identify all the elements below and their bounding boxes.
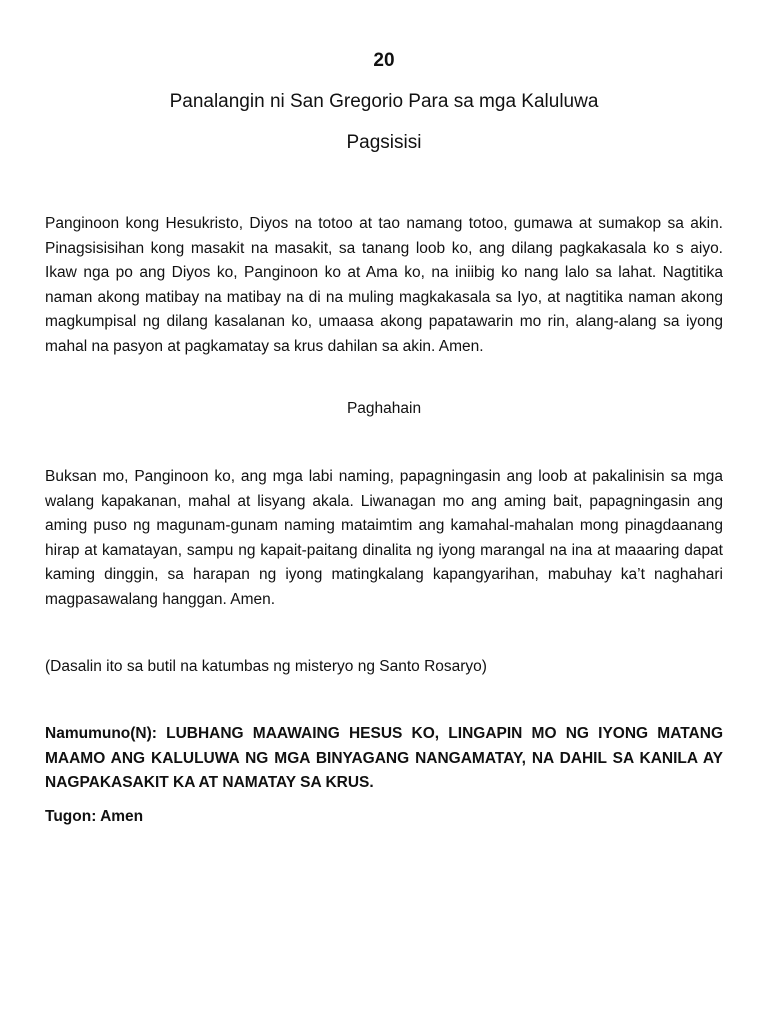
section-heading-paghahain: Paghahain (346, 400, 422, 417)
page-title: Panalangin ni San Gregorio Para sa mga Kaluluwa (169, 91, 599, 112)
leader-prayer-line: Namumuno(N): LUBHANG MAAWAING HESUS KO, LINGAPIN MO NG IYONG MATANG MAAMO ANG KALULUWA NG MGA BINYAGANG NANGAMATAY, NA DAHIL SA KANILA AY NAGPAKASAKIT KA AT NAMATAY SA KRUS. (45, 725, 723, 791)
page-number: 20 (373, 50, 395, 71)
section-title-pagsisisi: Pagsisisi (346, 132, 422, 153)
paghahain-paragraph: Buksan mo, Panginoon ko, ang mga labi naming, papagningasin ang loob at pakalinisin sa mga walang kapakanan, mahal at lisyang akala. Liwanagan mo ang aming bait, papagningasin ang aming puso ng magunam-gunam naming mataimtim ang kamahal-mahalan mong pinagdaanang hirap at kamatayan, sampu ng kapait-paitang dinalita ng iyong marangal na ina at maaaring dapat kaming dinggin, sa harapan ng iyong matingkalang kapangyarihan, mabuhay ka’t naghahari magpasawalang hanggan. Amen. (45, 468, 723, 608)
response-line: Tugon: Amen (45, 808, 144, 825)
pagsisisi-paragraph: Panginoon kong Hesukristo, Diyos na totoo at tao namang totoo, gumawa at sumakop sa akin. Pinagsisisihan kong masakit na masakit, sa tanang loob ko, ang dilang pagkakasala ko s aiyo. Ikaw nga po ang Diyos ko, Panginoon ko at Ama ko, na iniibig ko nang lalo sa lahat. Nagtitika naman akong matibay na matibay na di na muling magkakasala sa Iyo, at nagtitika naman akong magkumpisal ng dilang kasalanan ko, umaasa akong papatawarin mo rin, alang-alang sa iyong mahal na pasyon at pagkamatay sa krus dahilan sa akin. Amen. (45, 215, 723, 355)
rosary-instruction: (Dasalin ito sa butil na katumbas ng misteryo ng Santo Rosaryo) (45, 658, 487, 675)
